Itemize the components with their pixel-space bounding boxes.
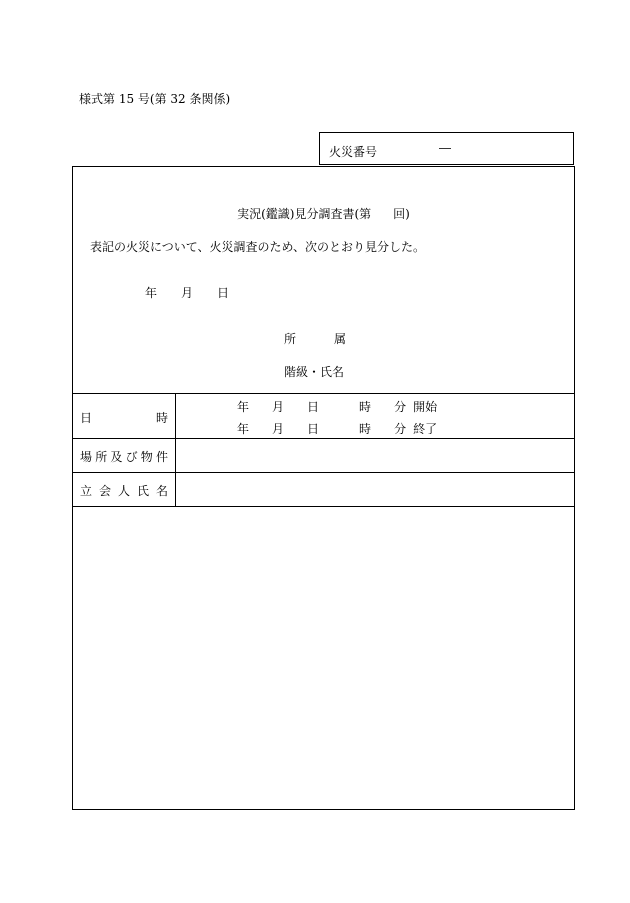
row-divider (73, 506, 574, 507)
location-label-char: 件 (155, 450, 168, 464)
row-divider (73, 438, 574, 439)
datetime-label (80, 409, 168, 426)
start-status: 開始 (413, 400, 438, 414)
end-hour: 時 (359, 422, 372, 436)
location-label-char: 所 (95, 450, 108, 464)
end-year: 年 (237, 422, 250, 436)
witness-label-char: 立 (80, 484, 93, 498)
report-date (145, 284, 229, 301)
affiliation (284, 330, 346, 347)
fire-number-label: 火災番号 (329, 145, 378, 159)
datetime-label-char-1: 日 (80, 411, 93, 425)
end-day: 日 (307, 422, 320, 436)
start-year: 年 (237, 400, 250, 414)
end-time-line (237, 420, 437, 437)
end-status: 終了 (413, 422, 438, 436)
date-month: 月 (181, 286, 194, 300)
witness-label (80, 482, 168, 499)
affiliation-char-1: 所 (284, 332, 297, 346)
witness-label-char: 氏 (136, 484, 149, 498)
start-day: 日 (307, 400, 320, 414)
date-year: 年 (145, 286, 158, 300)
end-month: 月 (272, 422, 285, 436)
table-top-line (73, 393, 574, 394)
location-label-char: 物 (140, 450, 153, 464)
start-month: 月 (272, 400, 285, 414)
datetime-label-char-2: 時 (155, 411, 168, 425)
start-hour: 時 (359, 400, 372, 414)
row-divider (73, 472, 574, 473)
location-label (80, 448, 168, 465)
location-label-char: 場 (80, 450, 93, 464)
title-left: 実況(鑑識)見分調査書(第 (237, 207, 372, 221)
start-time-line (237, 398, 437, 415)
date-day: 日 (217, 286, 230, 300)
witness-label-char: 人 (117, 484, 130, 498)
location-label-char: 及 (110, 450, 123, 464)
end-minute: 分 (394, 422, 407, 436)
statement: 表記の火災について、火災調査のため、次のとおり見分した。 (90, 240, 426, 254)
form-code: 様式第 15 号(第 32 条関係) (79, 92, 231, 106)
location-label-char: び (125, 450, 138, 464)
form-title (73, 205, 574, 222)
start-minute: 分 (394, 400, 407, 414)
column-divider (175, 393, 176, 506)
fire-number-separator: ― (439, 141, 451, 155)
rank-name: 階級・氏名 (284, 365, 345, 379)
title-right: 回) (393, 207, 410, 221)
fire-number-box (319, 132, 574, 165)
inspection-form (72, 166, 575, 810)
affiliation-char-2: 属 (334, 332, 347, 346)
witness-label-char: 名 (155, 484, 168, 498)
witness-label-char: 会 (98, 484, 111, 498)
